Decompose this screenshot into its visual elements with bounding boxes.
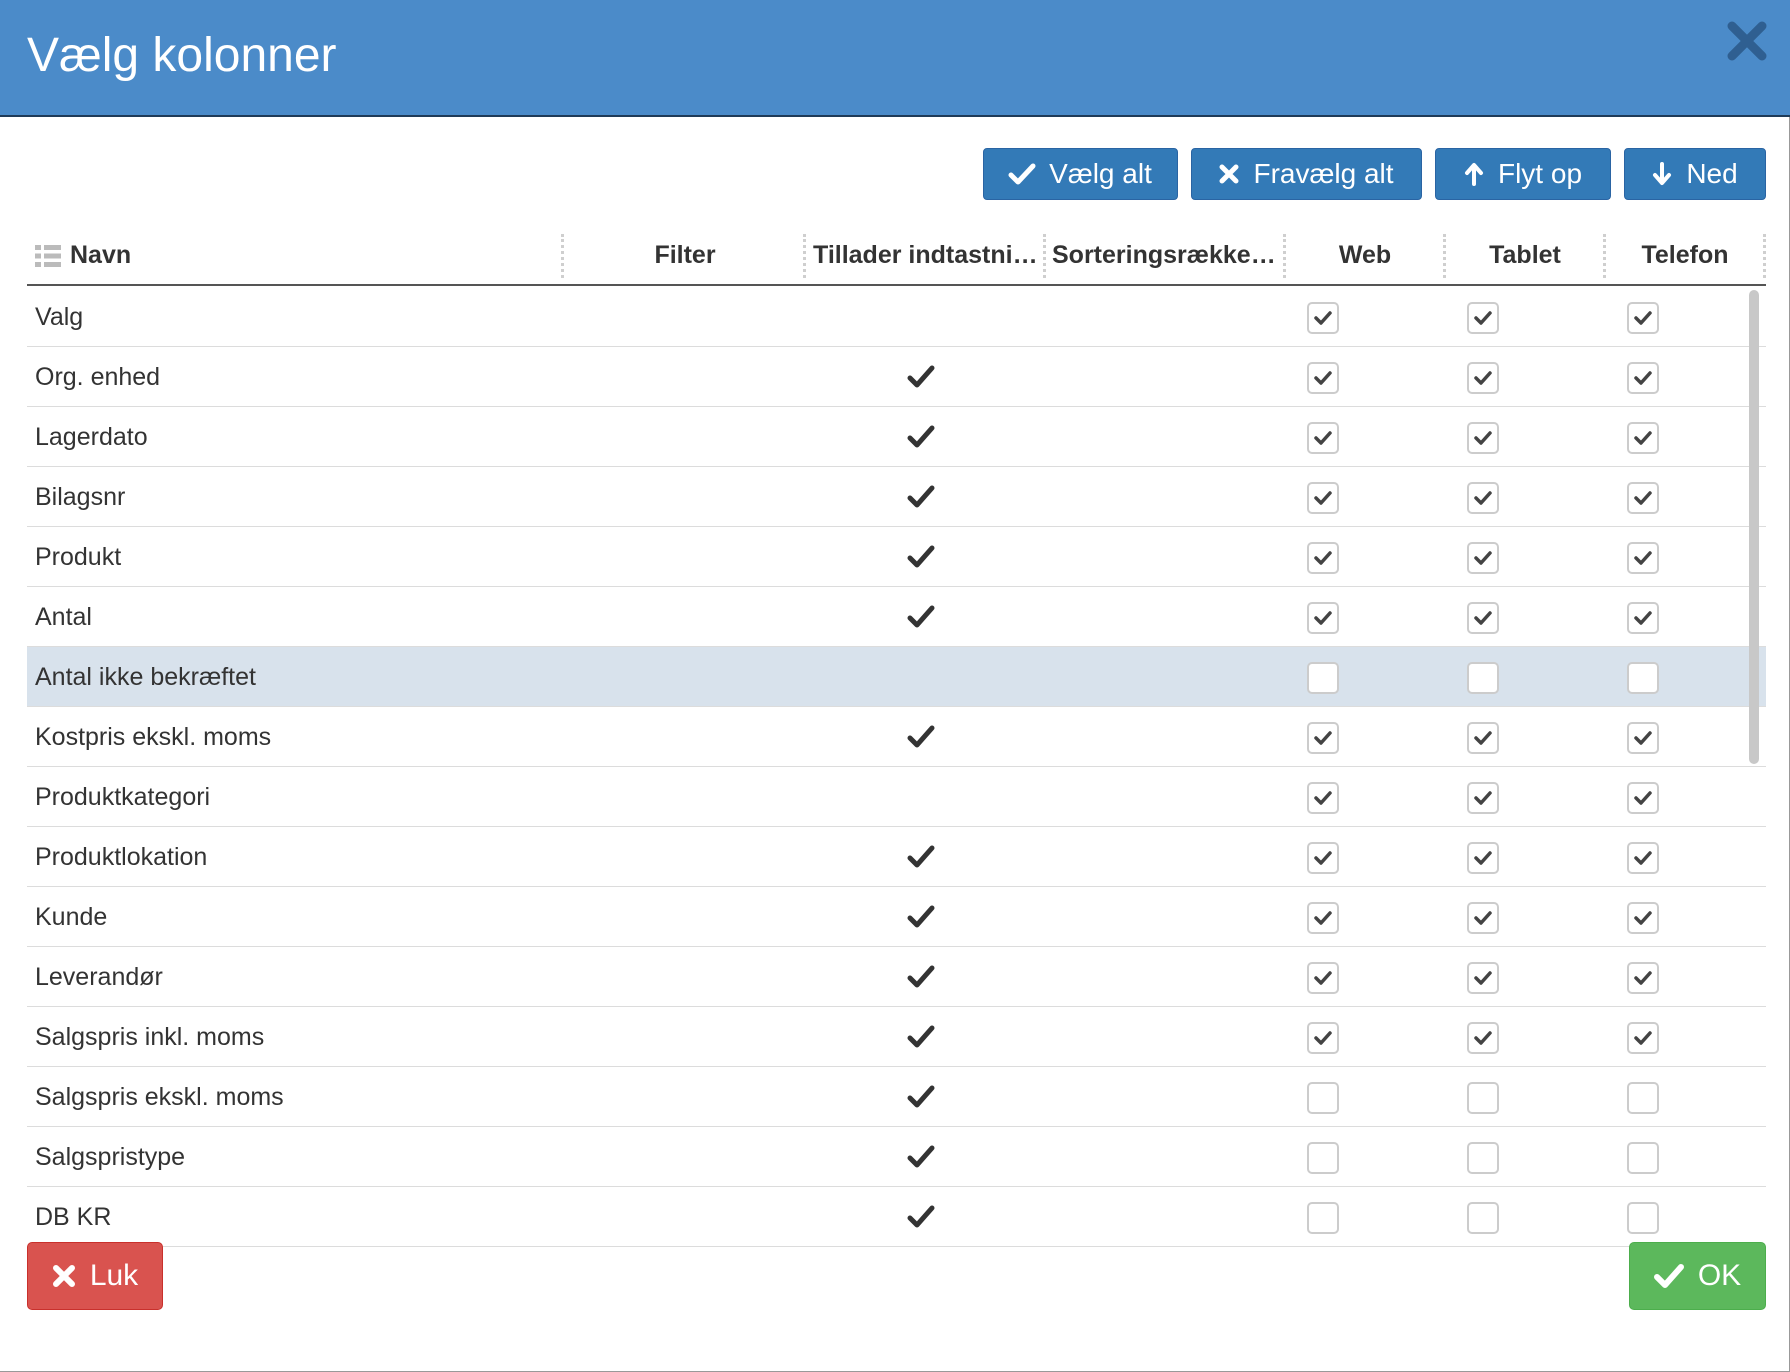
- web-checkbox[interactable]: [1307, 902, 1339, 934]
- move-up-button[interactable]: [1435, 148, 1611, 200]
- phone-checkbox[interactable]: [1627, 842, 1659, 874]
- tablet-checkbox[interactable]: [1467, 482, 1499, 514]
- tablet-checkbox[interactable]: [1467, 302, 1499, 334]
- table-row[interactable]: [27, 587, 1766, 647]
- phone-checkbox[interactable]: [1627, 902, 1659, 934]
- row-name: Produktkategori: [35, 783, 211, 811]
- row-name: Valg: [35, 303, 84, 331]
- web-checkbox[interactable]: [1307, 1082, 1339, 1114]
- row-name: Antal: [35, 603, 92, 631]
- allow-input-check-icon: [907, 1084, 935, 1110]
- tablet-checkbox[interactable]: [1467, 1022, 1499, 1054]
- row-name: Produkt: [35, 543, 122, 571]
- grid-body: [27, 287, 1766, 1231]
- row-name: Salgspristype: [35, 1143, 186, 1171]
- column-divider[interactable]: [1283, 234, 1286, 278]
- dialog-header: [0, 0, 1790, 117]
- web-checkbox[interactable]: [1307, 602, 1339, 634]
- column-divider[interactable]: [803, 234, 806, 278]
- phone-checkbox[interactable]: [1627, 1202, 1659, 1234]
- deselect-all-label: Fravælg alt: [1253, 158, 1394, 189]
- arrow-down-icon: [1652, 162, 1672, 186]
- tablet-checkbox[interactable]: [1467, 842, 1499, 874]
- tablet-checkbox[interactable]: [1467, 422, 1499, 454]
- web-checkbox[interactable]: [1307, 662, 1339, 694]
- phone-checkbox[interactable]: [1627, 602, 1659, 634]
- column-header-sort-order[interactable]: Sorteringsrække…: [1052, 241, 1276, 269]
- select-all-button[interactable]: [983, 148, 1178, 200]
- tablet-checkbox[interactable]: [1467, 362, 1499, 394]
- tablet-checkbox[interactable]: [1467, 722, 1499, 754]
- column-header-tablet[interactable]: Tablet: [1489, 241, 1561, 269]
- grid-scrollbar[interactable]: [1749, 290, 1759, 764]
- move-down-label: Ned: [1686, 158, 1738, 189]
- row-name: Salgspris ekskl. moms: [35, 1083, 284, 1111]
- phone-checkbox[interactable]: [1627, 482, 1659, 514]
- deselect-all-button[interactable]: [1191, 148, 1422, 200]
- allow-input-check-icon: [907, 904, 935, 930]
- column-header-web[interactable]: Web: [1338, 241, 1392, 269]
- phone-checkbox[interactable]: [1627, 542, 1659, 574]
- table-row[interactable]: [27, 767, 1766, 827]
- allow-input-check-icon: [907, 844, 935, 870]
- row-name: Bilagsnr: [35, 483, 126, 511]
- close-button[interactable]: [27, 1242, 163, 1310]
- tablet-checkbox[interactable]: [1467, 1082, 1499, 1114]
- column-header-allow-input[interactable]: Tillader indtastni…: [813, 241, 1038, 269]
- allow-input-check-icon: [907, 724, 935, 750]
- allow-input-check-icon: [907, 484, 935, 510]
- column-divider[interactable]: [1763, 234, 1766, 278]
- web-checkbox[interactable]: [1307, 422, 1339, 454]
- table-row[interactable]: [27, 1187, 1766, 1247]
- table-row[interactable]: [27, 887, 1766, 947]
- table-row[interactable]: [27, 647, 1766, 707]
- phone-checkbox[interactable]: [1627, 662, 1659, 694]
- table-row[interactable]: [27, 1067, 1766, 1127]
- web-checkbox[interactable]: [1307, 542, 1339, 574]
- web-checkbox[interactable]: [1307, 962, 1339, 994]
- row-name: Salgspris inkl. moms: [35, 1023, 265, 1051]
- move-down-button[interactable]: [1624, 148, 1766, 200]
- column-header-phone[interactable]: Telefon: [1641, 241, 1729, 269]
- phone-checkbox[interactable]: [1627, 362, 1659, 394]
- tablet-checkbox[interactable]: [1467, 542, 1499, 574]
- column-divider[interactable]: [1043, 234, 1046, 278]
- allow-input-check-icon: [907, 604, 935, 630]
- web-checkbox[interactable]: [1307, 842, 1339, 874]
- allow-input-check-icon: [907, 1024, 935, 1050]
- tablet-checkbox[interactable]: [1467, 902, 1499, 934]
- column-divider[interactable]: [1603, 234, 1606, 278]
- phone-checkbox[interactable]: [1627, 302, 1659, 334]
- phone-checkbox[interactable]: [1627, 1142, 1659, 1174]
- table-row[interactable]: [27, 707, 1766, 767]
- check-icon: [1009, 163, 1035, 185]
- web-checkbox[interactable]: [1307, 482, 1339, 514]
- list-icon[interactable]: [35, 244, 61, 268]
- column-header-name[interactable]: Navn: [70, 241, 132, 269]
- allow-input-check-icon: [907, 964, 935, 990]
- column-divider[interactable]: [1443, 234, 1446, 278]
- phone-checkbox[interactable]: [1627, 722, 1659, 754]
- web-checkbox[interactable]: [1307, 782, 1339, 814]
- check-icon: [1654, 1263, 1684, 1289]
- allow-input-check-icon: [907, 424, 935, 450]
- move-up-label: Flyt op: [1497, 158, 1583, 189]
- dialog-title: Vælg kolonner: [27, 29, 337, 82]
- row-name: Org. enhed: [35, 363, 161, 391]
- ok-button[interactable]: [1629, 1242, 1766, 1310]
- phone-checkbox[interactable]: [1627, 782, 1659, 814]
- table-row[interactable]: [27, 947, 1766, 1007]
- table-row[interactable]: [27, 287, 1766, 347]
- column-header-filter[interactable]: Filter: [654, 241, 716, 269]
- phone-checkbox[interactable]: [1627, 962, 1659, 994]
- grid-header: [27, 226, 1766, 286]
- phone-checkbox[interactable]: [1627, 422, 1659, 454]
- allow-input-check-icon: [907, 1144, 935, 1170]
- phone-checkbox[interactable]: [1627, 1022, 1659, 1054]
- row-name: Produktlokation: [35, 843, 208, 871]
- column-divider[interactable]: [561, 234, 564, 278]
- times-icon: [52, 1264, 76, 1288]
- ok-button-label: OK: [1697, 1259, 1742, 1292]
- web-checkbox[interactable]: [1307, 302, 1339, 334]
- tablet-checkbox[interactable]: [1467, 602, 1499, 634]
- row-name: Kostpris ekskl. moms: [35, 723, 272, 751]
- close-button-label: Luk: [89, 1259, 139, 1292]
- web-checkbox[interactable]: [1307, 1142, 1339, 1174]
- table-row[interactable]: [27, 1127, 1766, 1187]
- select-all-label: Vælg alt: [1049, 158, 1152, 189]
- row-name: Kunde: [35, 903, 108, 931]
- tablet-checkbox[interactable]: [1467, 782, 1499, 814]
- tablet-checkbox[interactable]: [1467, 662, 1499, 694]
- tablet-checkbox[interactable]: [1467, 962, 1499, 994]
- row-name: DB KR: [35, 1203, 112, 1231]
- row-name: Lagerdato: [35, 423, 148, 451]
- web-checkbox[interactable]: [1307, 1022, 1339, 1054]
- table-row[interactable]: [27, 527, 1766, 587]
- table-row[interactable]: [27, 467, 1766, 527]
- close-icon[interactable]: [1726, 20, 1768, 62]
- table-row[interactable]: [27, 407, 1766, 467]
- tablet-checkbox[interactable]: [1467, 1202, 1499, 1234]
- table-row[interactable]: [27, 827, 1766, 887]
- row-name: Antal ikke bekræftet: [35, 663, 256, 691]
- web-checkbox[interactable]: [1307, 362, 1339, 394]
- arrow-up-icon: [1464, 162, 1484, 186]
- web-checkbox[interactable]: [1307, 1202, 1339, 1234]
- phone-checkbox[interactable]: [1627, 1082, 1659, 1114]
- row-name: Leverandør: [35, 963, 163, 991]
- allow-input-check-icon: [907, 544, 935, 570]
- allow-input-check-icon: [907, 364, 935, 390]
- allow-input-check-icon: [907, 1204, 935, 1230]
- times-icon: [1219, 164, 1239, 184]
- table-row[interactable]: [27, 347, 1766, 407]
- web-checkbox[interactable]: [1307, 722, 1339, 754]
- table-row[interactable]: [27, 1007, 1766, 1067]
- tablet-checkbox[interactable]: [1467, 1142, 1499, 1174]
